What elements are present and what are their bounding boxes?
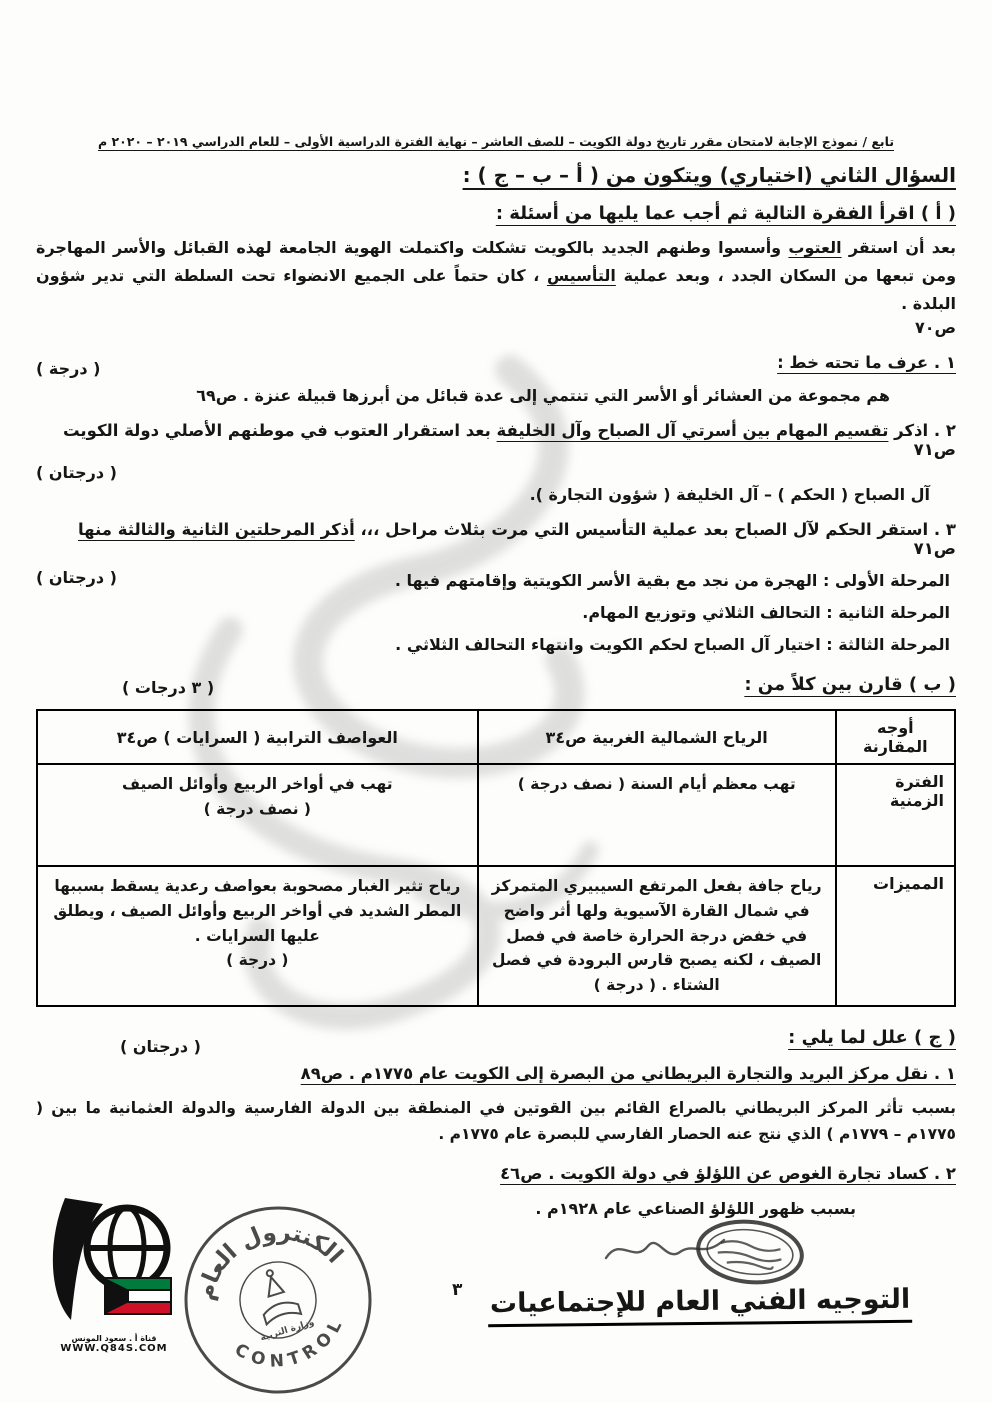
- passage-page-reference: ص٧٠: [914, 318, 956, 337]
- passage-underlined-term-2: التأسيس: [546, 266, 616, 285]
- question-2-underlined: تقسيم المهام بين أسرتي آل الصباح وآل الخليفة: [496, 421, 889, 440]
- document-body: [36, 134, 956, 1218]
- c-question-1-text: ١ . نقل مركز البريد والتجارة البريطاني من البصرة إلى الكويت عام ١٧٧٥م . ص٨٩: [300, 1063, 956, 1083]
- reading-passage: [36, 234, 956, 318]
- control-stamp-english-text: CONTROL: [231, 1312, 349, 1372]
- q84s-channel-caption: قناة أ . سعود المونس: [71, 1334, 157, 1343]
- column-header-comparison: أوجه المقارنة: [836, 710, 955, 764]
- question-3-text: [36, 520, 956, 558]
- part-b-grade: ( ٣ درجات ): [122, 678, 215, 697]
- q84s-website-url: WWW.Q84S.COM: [60, 1343, 168, 1354]
- table-header-row: [37, 710, 955, 764]
- c-question-2-text: ٢ . كساد تجارة الغوص عن اللؤلؤ في دولة الكويت . ص٤٦: [500, 1163, 956, 1183]
- part-a-question-3: [36, 520, 956, 654]
- part-c-grade: ( درجتان ): [120, 1036, 201, 1056]
- row-label-features: المميزات: [836, 866, 955, 1006]
- features-storm-grade: ( درجة ): [226, 951, 289, 970]
- kuwait-flag-icon: [105, 1278, 171, 1314]
- passage-text-1: بعد أن استقر: [841, 238, 956, 257]
- features-wind-cell: رياح جافة بفعل المرتفع السيبيري المتمركز في شمال القارة الآسيوية ولها أثر واضح في خفض درجة الحرارة خاصة في فصل الصيف ، لكنه يصبح قارس البرودة في فصل الشتاء . ( درجة ): [478, 866, 836, 1006]
- question-3-underlined: أذكر المرحلتين الثانية والثالثة منها: [77, 520, 355, 539]
- question2-title: السؤال الثاني (اختياري) ويتكون من ( أ – ب – ج ) :: [462, 163, 956, 187]
- question-2-answer: آل الصباح ( الحكم ) – آل الخليفة ( شؤون التجارة ).: [529, 485, 930, 504]
- part-c-header: [36, 1026, 956, 1056]
- question-2-grade: ( درجتان ): [36, 463, 117, 482]
- period-wind-cell: تهب معظم أيام السنة ( نصف درجة ): [478, 764, 836, 866]
- part-b-header: [36, 674, 956, 695]
- ministry-emblem-icon: [252, 1265, 301, 1324]
- comparison-table: [36, 709, 956, 1007]
- control-stamp-ministry-text: وزارة التربية: [259, 1317, 316, 1344]
- question-2-post: بعد استقرار العتوب في موطنهم الأصلي دولة الكويت ص٧١: [62, 421, 956, 459]
- row-label-period: الفترة الزمنية: [836, 764, 955, 866]
- question-3-pre: ٣ . استقر الحكم لآل الصباح بعد عملية التأسيس التي مرت بثلاث مراحل ،،،: [354, 520, 956, 539]
- question-1-text: ١ . عرف ما تحته خط :: [777, 353, 956, 372]
- features-storm-cell: [37, 866, 478, 1006]
- part-b-heading: ( ب ) قارن بين كلاً من :: [744, 674, 956, 695]
- question-2-pre: ٢ . اذكر: [888, 421, 956, 440]
- directorate-stamp-text: التوجيه الفني العام للإجتماعيات: [488, 1284, 913, 1327]
- part-a-question-1: [36, 353, 956, 405]
- period-storm-text: تهب في أواخر الربيع وأوائل الصيف: [122, 775, 393, 793]
- features-storm-text: رياح تثير الغبار مصحوبة بعواصف رعدية يسقط بسببها المطر الشديد في أواخر الربيع وأوائل الصيف ، ويطلق عليها السرايات .: [53, 877, 462, 945]
- c-question-2-answer: بسبب ظهور اللؤلؤ الصناعي عام ١٩٢٨م .: [535, 1198, 856, 1218]
- passage-text-3: ، كان حتماً على الجميع الانضواء تحت السلطة التي تدير شؤون البلدة .: [36, 266, 956, 313]
- svg-text:CONTROL: [227, 1308, 358, 1386]
- question-3-answer-stage-1: المرحلة الأولى : الهجرة من نجد مع بقية الأسر الكويتية وإقامتهم فيها .: [394, 571, 950, 590]
- table-row-features: [37, 866, 955, 1006]
- period-storm-cell: [37, 764, 478, 866]
- column-header-northwest-winds: الرياح الشمالية الغربية ص٣٤: [478, 710, 836, 764]
- c-question-1-answer: بسبب تأثر المركز البريطاني بالصراع القائم بين القوتين في المنطقة بين الدولة الفارسية والدولة العثمانية ما بين ( ١٧٧٥م – ١٧٧٩م ) الذي نتج عنه الحصار الفارسي للبصرة عام ١٧٧٥م .: [36, 1098, 956, 1144]
- passage-underlined-term-1: العتوب: [788, 238, 842, 257]
- part-c-heading: ( ج ) علل لما يلي :: [788, 1026, 956, 1048]
- question-1-answer: هم مجموعة من العشائر أو الأسر التي تنتمي إلى عدة قبائل من أبرزها قبيلة عنزة . ص٦٩: [196, 386, 890, 405]
- q84s-logo-block: [34, 1192, 194, 1362]
- part-a-heading: ( أ ) اقرأ الفقرة التالية ثم أجب عما يليها من أسئلة :: [495, 203, 956, 224]
- document-header: تابع / نموذج الإجابة لامتحان مقرر تاريخ دولة الكويت – للصف العاشر – نهاية الفترة الدراسية الأولى – للعام الدراسي ٢٠١٩ – ٢٠٢٠ م: [97, 134, 895, 149]
- question-3-answer-stage-2: المرحلة الثانية : التحالف الثلاثي وتوزيع المهام.: [582, 603, 950, 622]
- question-2-text: [36, 421, 956, 459]
- q84s-logo-icon: [39, 1192, 189, 1332]
- passage-text-2: وأسسوا وطنهم الجديد بالكويت تشكلت واكتملت الهوية الجامعة لهذه القبائل والأسر المهاجرة ومن تبعها من السكان الجدد ، وبعد عملية: [36, 238, 957, 285]
- column-header-dust-storms: العواصف الترابية ( السرايات ) ص٣٤: [37, 710, 478, 764]
- question-3-grade: ( درجتان ): [36, 568, 117, 587]
- table-row-period: [37, 764, 955, 866]
- page-number: ٣: [452, 1280, 463, 1300]
- part-a-question-2: [36, 421, 956, 504]
- question-3-answer-stage-3: المرحلة الثالثة : اختيار آل الصباح لحكم الكويت وانتهاء التحالف الثلاثي .: [395, 635, 950, 654]
- period-storm-grade: ( نصف درجة ): [203, 799, 311, 818]
- question-3-post: ص٧١: [913, 539, 956, 558]
- control-stamp-arabic-text: الكنترول العام: [192, 1219, 348, 1303]
- part-c-question-1: [36, 1064, 956, 1148]
- handwritten-signature: [600, 1228, 730, 1272]
- question-1-grade: ( درجة ): [36, 359, 101, 378]
